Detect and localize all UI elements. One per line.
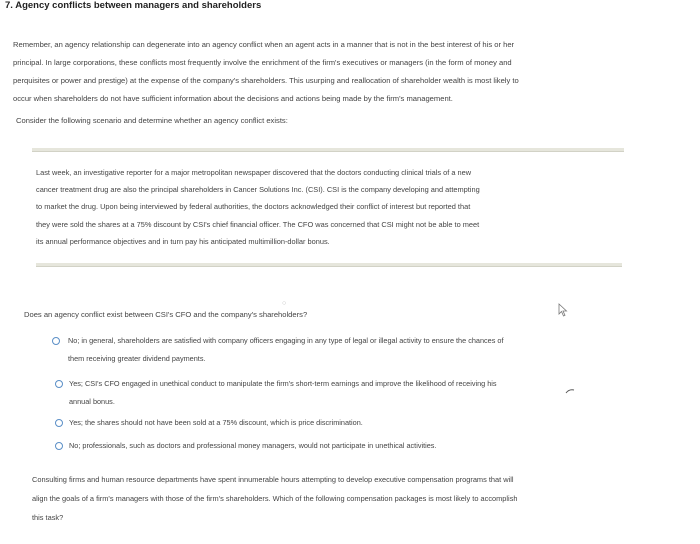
scenario-line: to market the drug. Upon being interviewed by federal authorities, the doctors acknowledged their conflict of interest but reported that xyxy=(36,202,471,212)
option-1-line: No; in general, shareholders are satisfied with company officers engaging in any type of legal or illegal activity to ensure the chances of xyxy=(68,336,504,345)
small-circle-icon: ○ xyxy=(282,300,287,307)
option-4-line: No; professionals, such as doctors and professional money managers, would not participate in unethical activities. xyxy=(69,441,437,450)
pen-mark-icon xyxy=(565,388,575,394)
option-2-line: Yes; CSI's CFO engaged in unethical conduct to manipulate the firm's short-term earnings and improve the likelihood of receiving his xyxy=(69,379,497,388)
intro-line: principal. In large corporations, these conflicts most frequently involve the enrichment of the firm's executives or managers (in the form of money and xyxy=(13,58,512,67)
option-2-line: annual bonus. xyxy=(69,397,115,406)
option-1-line: them receiving greater dividend payments. xyxy=(68,354,206,363)
scenario-line: Last week, an investigative reporter for a major metropolitan newspaper discovered that the doctors conducting clinical trials of a new xyxy=(36,168,472,177)
option-1-radio[interactable] xyxy=(52,337,60,345)
scenario-line: its annual performance objectives and in turn pay his anticipated multimillion-dollar bonus. xyxy=(36,236,330,246)
option-2-radio[interactable] xyxy=(55,380,63,388)
scenario-top-divider xyxy=(32,148,624,152)
intro-line: Remember, an agency relationship can degenerate into an agency conflict when an agent acts in a manner that is not in the best interest of his or her xyxy=(13,40,515,49)
option-3-line: Yes; the shares should not have been sold at a 75% discount, which is price discrimination. xyxy=(69,418,363,427)
question-text: Does an agency conflict exist between CSI's CFO and the company's shareholders? xyxy=(24,310,308,319)
consider-prompt: Consider the following scenario and determine whether an agency conflict exists: xyxy=(16,116,288,125)
option-3-radio[interactable] xyxy=(55,419,63,427)
intro-line: occur when shareholders do not have sufficient information about the decisions and actions being made by the firm's management. xyxy=(13,94,453,103)
option-4-label[interactable] xyxy=(69,437,659,455)
option-3-label[interactable] xyxy=(69,414,659,432)
scenario-line: they were sold the shares at a 75% discount by CSI's chief financial officer. The CFO was concerned that CSI might not be able to meet xyxy=(36,219,480,229)
intro-paragraph xyxy=(13,36,673,108)
next-question-line: Consulting firms and human resource departments have spent innumerable hours attempting to develop executive compensation programs that will xyxy=(32,475,514,484)
scenario-paragraph xyxy=(36,164,626,250)
mouse-pointer-icon xyxy=(557,303,569,317)
scenario-bottom-divider xyxy=(36,263,622,267)
intro-line: perquisites or power and prestige) at the expense of the company's shareholders. This usurping and reallocation of shareholder wealth is most likely to xyxy=(13,76,519,85)
next-question-paragraph xyxy=(32,470,672,527)
question-header: 7. Agency conflicts between managers and shareholders xyxy=(5,0,262,11)
next-question-line: this task? xyxy=(32,513,64,522)
option-4-radio[interactable] xyxy=(55,442,63,450)
scenario-line: cancer treatment drug are also the principal shareholders in Cancer Solutions Inc. (CSI). CSI is the company developing and attempting xyxy=(36,185,480,195)
option-1-label[interactable] xyxy=(68,332,658,368)
next-question-line: align the goals of a firm's managers with those of the firm's shareholders. Which of the following compensation packages is most likely to accomplish xyxy=(32,494,518,503)
